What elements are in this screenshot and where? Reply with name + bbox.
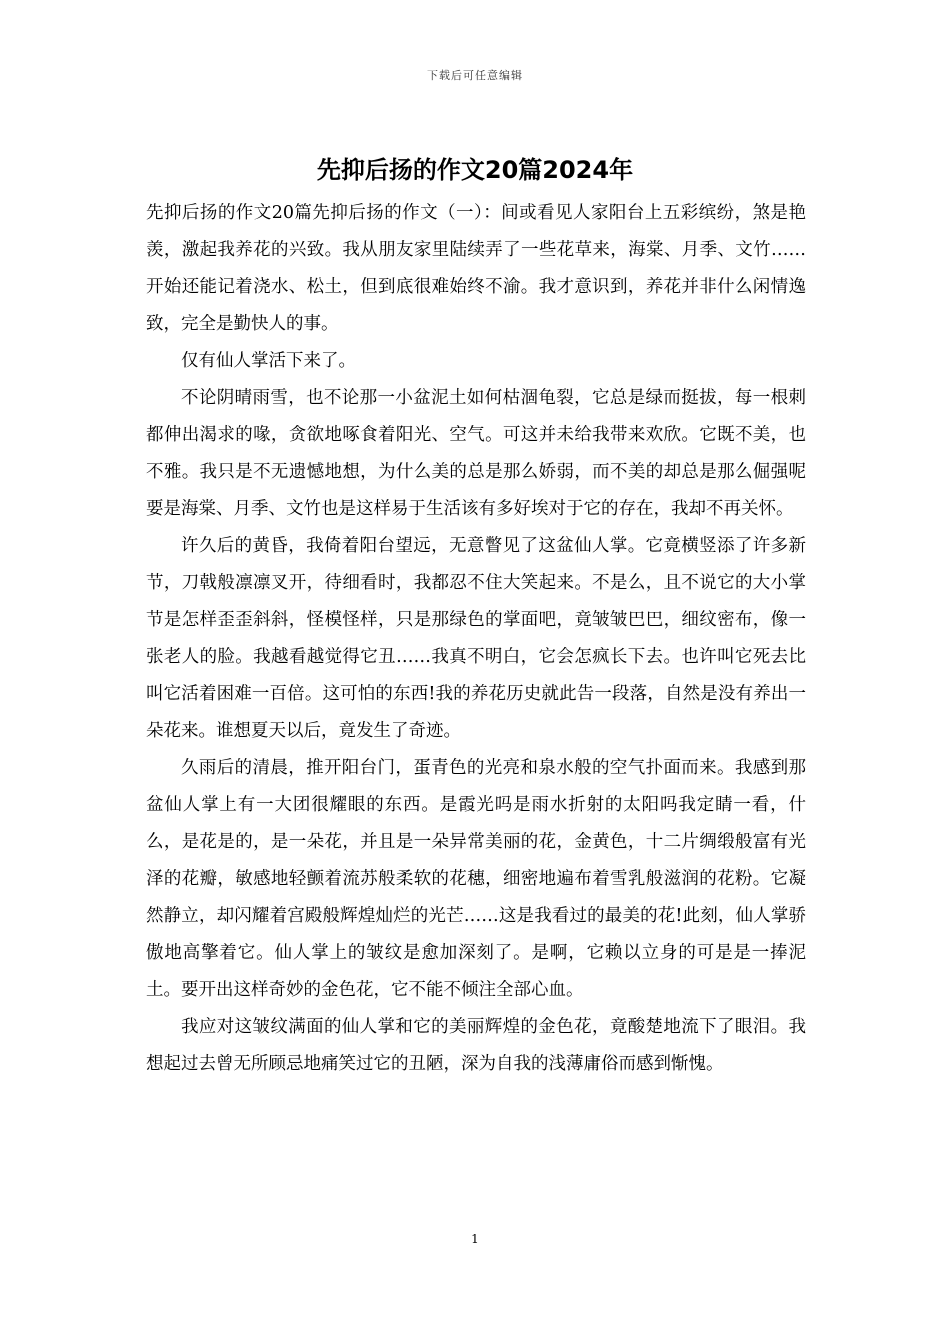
paragraph: 久雨后的清晨，推开阳台门，蛋青色的光亮和泉水般的空气扑面而来。我感到那盆仙人掌上有一大团很耀眼的东西。是霞光吗是雨水折射的太阳吗我定睛一看，什么，是花是的，是一朵花，并且是一朵异常美丽的花，金黄色，十二片绸缎般富有光泽的花瓣，敏感地轻颤着流苏般柔软的花穗，细密地遍布着雪乳般滋润的花粉。它凝然静立，却闪耀着宫殿般辉煌灿烂的光芒……这是我看过的最美的花!此刻，仙人掌骄傲地高擎着它。仙人掌上的皱纹是愈加深刻了。是啊，它赖以立身的可是是一捧泥土。要开出这样奇妙的金色花，它不能不倾注全部心血。 (146, 758, 806, 1000)
document-title: 先抑后扬的作文20篇2024年 (316, 156, 634, 184)
page-number: 1 (471, 1232, 479, 1246)
page-header: 下载后可任意编辑 (427, 69, 523, 82)
paragraph-intro: 先抑后扬的作文20篇先抑后扬的作文（一）：间或看见人家阳台上五彩缤纷，煞是艳羡，激起我养花的兴致。我从朋友家里陆续弄了一些花草来，海棠、月季、文竹……开始还能记着浇水、松土，但到底很难始终不渝。我才意识到，养花并非什么闲情逸致，完全是勤快人的事。 (146, 203, 806, 334)
paragraph: 我应对这皱纹满面的仙人掌和它的美丽辉煌的金色花，竟酸楚地流下了眼泪。我想起过去曾无所顾忌地痛笑过它的丑陋，深为自我的浅薄庸俗而感到惭愧。 (146, 1017, 806, 1074)
document-body (146, 195, 806, 1083)
paragraph: 许久后的黄昏，我倚着阳台望远，无意瞥见了这盆仙人掌。它竟横竖添了许多新节，刀戟般凛凛叉开，待细看时，我都忍不住大笑起来。不是么，且不说它的大小掌节是怎样歪歪斜斜，怪模怪样，只是那绿色的掌面吧，竟皱皱巴巴，细纹密布，像一张老人的脸。我越看越觉得它丑……我真不明白，它会怎疯长下去。也许叫它死去比叫它活着困难一百倍。这可怕的东西!我的养花历史就此告一段落，自然是没有养出一朵花来。谁想夏天以后，竟发生了奇迹。 (146, 536, 806, 741)
paragraph: 不论阴晴雨雪，也不论那一小盆泥土如何枯涸龟裂，它总是绿而挺拔，每一根刺都伸出渴求的喙，贪欲地啄食着阳光、空气。可这并未给我带来欢欣。它既不美，也不雅。我只是不无遗憾地想，为什么美的总是那么娇弱，而不美的却总是那么倔强呢要是海棠、月季、文竹也是这样易于生活该有多好埃对于它的存在，我却不再关怀。 (146, 388, 806, 519)
paragraph: 仅有仙人掌活下来了。 (181, 351, 356, 371)
